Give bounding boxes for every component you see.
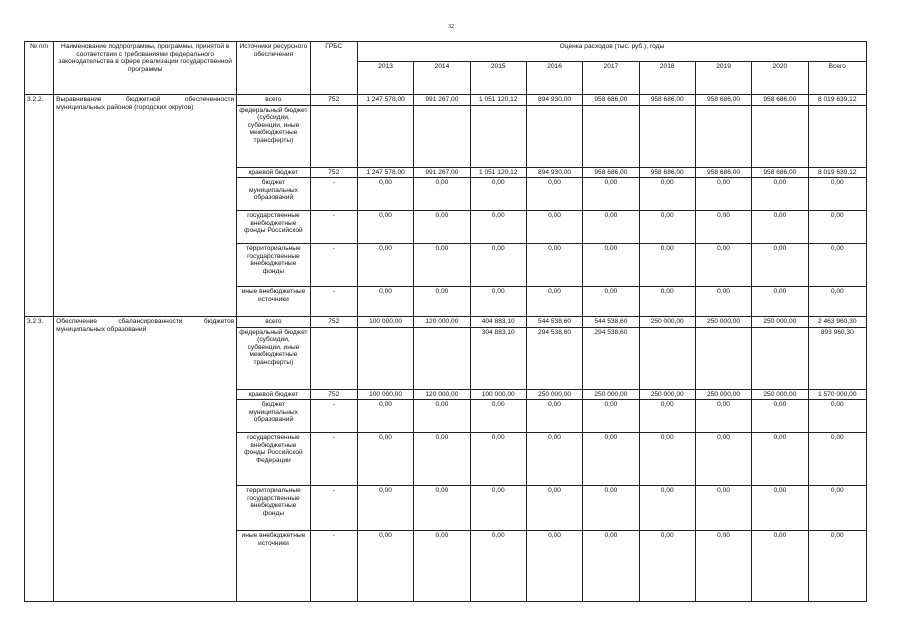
source-cell: федеральный бюджет (субсидии, субвенции, иные межбюджетные трансферты) xyxy=(237,105,310,167)
value-cell xyxy=(583,105,639,167)
value-cell: 0,00 xyxy=(583,531,639,602)
value-cell: 250 000,00 xyxy=(695,317,751,328)
value-cell: 0,00 xyxy=(470,178,526,211)
value-cell: 0,00 xyxy=(695,400,751,433)
value-cell: 0,00 xyxy=(695,433,751,486)
header-estimate: Оценка расходов (тыс. руб.), годы xyxy=(357,42,866,62)
program-code: 3.2.3. xyxy=(25,317,54,602)
grbs-cell: - xyxy=(310,486,357,531)
value-cell: 250 000,00 xyxy=(639,389,695,400)
value-cell xyxy=(695,327,751,389)
value-cell: 0,00 xyxy=(752,244,808,287)
value-cell: 1 051 120,12 xyxy=(470,167,526,178)
value-cell: 958 686,00 xyxy=(639,95,695,106)
table-body xyxy=(25,95,867,602)
value-cell: 0,00 xyxy=(752,287,808,317)
grbs-cell: 752 xyxy=(310,317,357,328)
value-cell: 0,00 xyxy=(583,400,639,433)
value-cell xyxy=(639,105,695,167)
value-cell: 0,00 xyxy=(752,531,808,602)
value-cell: 404 883,10 xyxy=(470,317,526,328)
header-year: 2020 xyxy=(752,62,808,95)
value-cell xyxy=(414,105,470,167)
total-cell: 0,00 xyxy=(808,178,866,211)
header-year: 2016 xyxy=(526,62,582,95)
value-cell: 0,00 xyxy=(695,211,751,244)
total-cell xyxy=(808,105,866,167)
value-cell xyxy=(639,327,695,389)
value-cell: 544 538,60 xyxy=(526,317,582,328)
value-cell: 958 686,00 xyxy=(752,95,808,106)
total-cell: 0,00 xyxy=(808,531,866,602)
value-cell xyxy=(357,105,413,167)
value-cell: 544 538,60 xyxy=(583,317,639,328)
value-cell xyxy=(470,105,526,167)
total-cell: 2 463 960,30 xyxy=(808,317,866,328)
value-cell: 0,00 xyxy=(695,178,751,211)
value-cell: 1 051 120,12 xyxy=(470,95,526,106)
value-cell: 0,00 xyxy=(470,244,526,287)
total-cell: 0,00 xyxy=(808,244,866,287)
value-cell: 0,00 xyxy=(639,287,695,317)
header-year: 2015 xyxy=(470,62,526,95)
value-cell: 894 930,00 xyxy=(526,167,582,178)
value-cell: 894 930,00 xyxy=(526,95,582,106)
value-cell: 294 538,60 xyxy=(583,327,639,389)
value-cell: 100 000,00 xyxy=(470,389,526,400)
header-source: Источники ресурсного обеспечения xyxy=(237,42,310,95)
grbs-cell xyxy=(310,105,357,167)
value-cell: 0,00 xyxy=(695,287,751,317)
value-cell: 0,00 xyxy=(639,400,695,433)
value-cell: 0,00 xyxy=(639,211,695,244)
header-year: 2019 xyxy=(695,62,751,95)
value-cell: 0,00 xyxy=(583,211,639,244)
value-cell: 0,00 xyxy=(639,244,695,287)
value-cell: 0,00 xyxy=(357,244,413,287)
source-cell: всего xyxy=(237,95,310,106)
program-name: Обеспечение сбалансированности бюджетов муниципальных образований xyxy=(54,317,237,602)
table-row xyxy=(25,317,867,328)
value-cell: 0,00 xyxy=(752,400,808,433)
header-name: Наименование подпрограммы, программы, принятой в соответствии с требованиями федерального законодательства в сфере реализации государственной программы xyxy=(54,42,237,95)
source-cell: государственные внебюджетные фонды Российской Федерации xyxy=(237,433,310,486)
value-cell: 0,00 xyxy=(583,433,639,486)
value-cell: 958 686,00 xyxy=(639,167,695,178)
value-cell: 120 000,00 xyxy=(414,317,470,328)
value-cell: 991 267,00 xyxy=(414,95,470,106)
value-cell: 0,00 xyxy=(414,433,470,486)
value-cell: 0,00 xyxy=(526,400,582,433)
value-cell: 250 000,00 xyxy=(639,317,695,328)
program-name: Выравнивание бюджетной обеспеченности муниципальных районов (городских округов) xyxy=(54,95,237,317)
value-cell: 250 000,00 xyxy=(526,389,582,400)
value-cell: 0,00 xyxy=(526,211,582,244)
source-cell: федеральный бюджет (субсидии, субвенции, иные межбюджетные трансферты) xyxy=(237,327,310,389)
value-cell xyxy=(752,327,808,389)
header-row xyxy=(25,42,867,62)
source-cell: иные внебюджетные источники xyxy=(237,531,310,602)
value-cell: 0,00 xyxy=(526,486,582,531)
value-cell xyxy=(357,327,413,389)
header-year: 2013 xyxy=(357,62,413,95)
value-cell: 0,00 xyxy=(357,531,413,602)
header-num: № п/п xyxy=(25,42,54,95)
source-cell: иные внебюджетные источники xyxy=(237,287,310,317)
header-year: 2014 xyxy=(414,62,470,95)
grbs-cell: 752 xyxy=(310,389,357,400)
value-cell: 0,00 xyxy=(639,433,695,486)
value-cell: 0,00 xyxy=(695,486,751,531)
value-cell: 0,00 xyxy=(470,287,526,317)
value-cell: 0,00 xyxy=(470,211,526,244)
header-total: Всего xyxy=(808,62,866,95)
value-cell: 100 000,00 xyxy=(357,317,413,328)
value-cell: 0,00 xyxy=(583,287,639,317)
value-cell: 958 686,00 xyxy=(752,167,808,178)
value-cell: 0,00 xyxy=(583,486,639,531)
total-cell: 0,00 xyxy=(808,287,866,317)
source-cell: краевой бюджет xyxy=(237,167,310,178)
value-cell xyxy=(752,105,808,167)
total-cell: 0,00 xyxy=(808,400,866,433)
value-cell: 991 267,00 xyxy=(414,167,470,178)
header-year: 2018 xyxy=(639,62,695,95)
value-cell: 0,00 xyxy=(695,531,751,602)
value-cell: 0,00 xyxy=(414,486,470,531)
value-cell: 0,00 xyxy=(470,400,526,433)
value-cell: 0,00 xyxy=(752,433,808,486)
value-cell: 0,00 xyxy=(526,244,582,287)
budget-table xyxy=(24,41,867,602)
value-cell xyxy=(695,105,751,167)
grbs-cell xyxy=(310,327,357,389)
source-cell: территориальные государственные внебюджетные фонды xyxy=(237,244,310,287)
grbs-cell: 752 xyxy=(310,95,357,106)
value-cell: 958 686,00 xyxy=(695,167,751,178)
value-cell: 0,00 xyxy=(752,211,808,244)
value-cell xyxy=(414,327,470,389)
grbs-cell: - xyxy=(310,211,357,244)
value-cell: 0,00 xyxy=(357,178,413,211)
value-cell: 304 883,10 xyxy=(470,327,526,389)
value-cell: 0,00 xyxy=(414,244,470,287)
header-year: 2017 xyxy=(583,62,639,95)
value-cell: 100 000,00 xyxy=(357,389,413,400)
grbs-cell: 752 xyxy=(310,167,357,178)
value-cell: 0,00 xyxy=(357,211,413,244)
grbs-cell: - xyxy=(310,531,357,602)
value-cell: 958 686,00 xyxy=(583,95,639,106)
source-cell: государственные внебюджетные фонды Российской xyxy=(237,211,310,244)
value-cell: 250 000,00 xyxy=(583,389,639,400)
value-cell: 0,00 xyxy=(583,244,639,287)
value-cell: 250 000,00 xyxy=(695,389,751,400)
source-cell: краевой бюджет xyxy=(237,389,310,400)
page-number: 32 xyxy=(448,24,454,30)
total-cell: 893 960,30 xyxy=(808,327,866,389)
program-code: 3.2.2. xyxy=(25,95,54,317)
value-cell: 250 000,00 xyxy=(752,389,808,400)
value-cell: 1 247 578,00 xyxy=(357,167,413,178)
value-cell: 0,00 xyxy=(639,486,695,531)
value-cell: 0,00 xyxy=(639,178,695,211)
value-cell: 0,00 xyxy=(414,531,470,602)
total-cell: 8 019 639,12 xyxy=(808,167,866,178)
total-cell: 0,00 xyxy=(808,433,866,486)
value-cell: 0,00 xyxy=(526,178,582,211)
value-cell: 0,00 xyxy=(526,531,582,602)
value-cell: 0,00 xyxy=(470,531,526,602)
source-cell: бюджет муниципальных образований xyxy=(237,178,310,211)
grbs-cell: - xyxy=(310,400,357,433)
value-cell xyxy=(526,105,582,167)
value-cell: 0,00 xyxy=(414,400,470,433)
total-cell: 0,00 xyxy=(808,486,866,531)
value-cell: 0,00 xyxy=(357,433,413,486)
source-cell: бюджет муниципальных образований xyxy=(237,400,310,433)
value-cell: 1 247 578,00 xyxy=(357,95,413,106)
value-cell: 0,00 xyxy=(695,244,751,287)
total-cell: 1 570 000,00 xyxy=(808,389,866,400)
value-cell: 958 686,00 xyxy=(583,167,639,178)
value-cell: 0,00 xyxy=(752,486,808,531)
table-row xyxy=(25,95,867,106)
header-grbs: ГРБС xyxy=(310,42,357,95)
value-cell: 0,00 xyxy=(357,287,413,317)
value-cell: 958 686,00 xyxy=(695,95,751,106)
total-cell: 0,00 xyxy=(808,211,866,244)
value-cell: 120 000,00 xyxy=(414,389,470,400)
grbs-cell: - xyxy=(310,244,357,287)
source-cell: территориальные государственные внебюджетные фонды xyxy=(237,486,310,531)
value-cell: 0,00 xyxy=(414,178,470,211)
value-cell: 0,00 xyxy=(357,400,413,433)
source-cell: всего xyxy=(237,317,310,328)
grbs-cell: - xyxy=(310,433,357,486)
value-cell: 0,00 xyxy=(470,433,526,486)
value-cell: 0,00 xyxy=(639,531,695,602)
value-cell: 0,00 xyxy=(414,211,470,244)
total-cell: 8 019 639,12 xyxy=(808,95,866,106)
value-cell: 0,00 xyxy=(414,287,470,317)
value-cell: 0,00 xyxy=(752,178,808,211)
value-cell: 0,00 xyxy=(357,486,413,531)
value-cell: 294 538,60 xyxy=(526,327,582,389)
grbs-cell: - xyxy=(310,287,357,317)
value-cell: 0,00 xyxy=(526,433,582,486)
value-cell: 0,00 xyxy=(583,178,639,211)
grbs-cell: - xyxy=(310,178,357,211)
value-cell: 0,00 xyxy=(526,287,582,317)
value-cell: 250 000,00 xyxy=(752,317,808,328)
value-cell: 0,00 xyxy=(470,486,526,531)
